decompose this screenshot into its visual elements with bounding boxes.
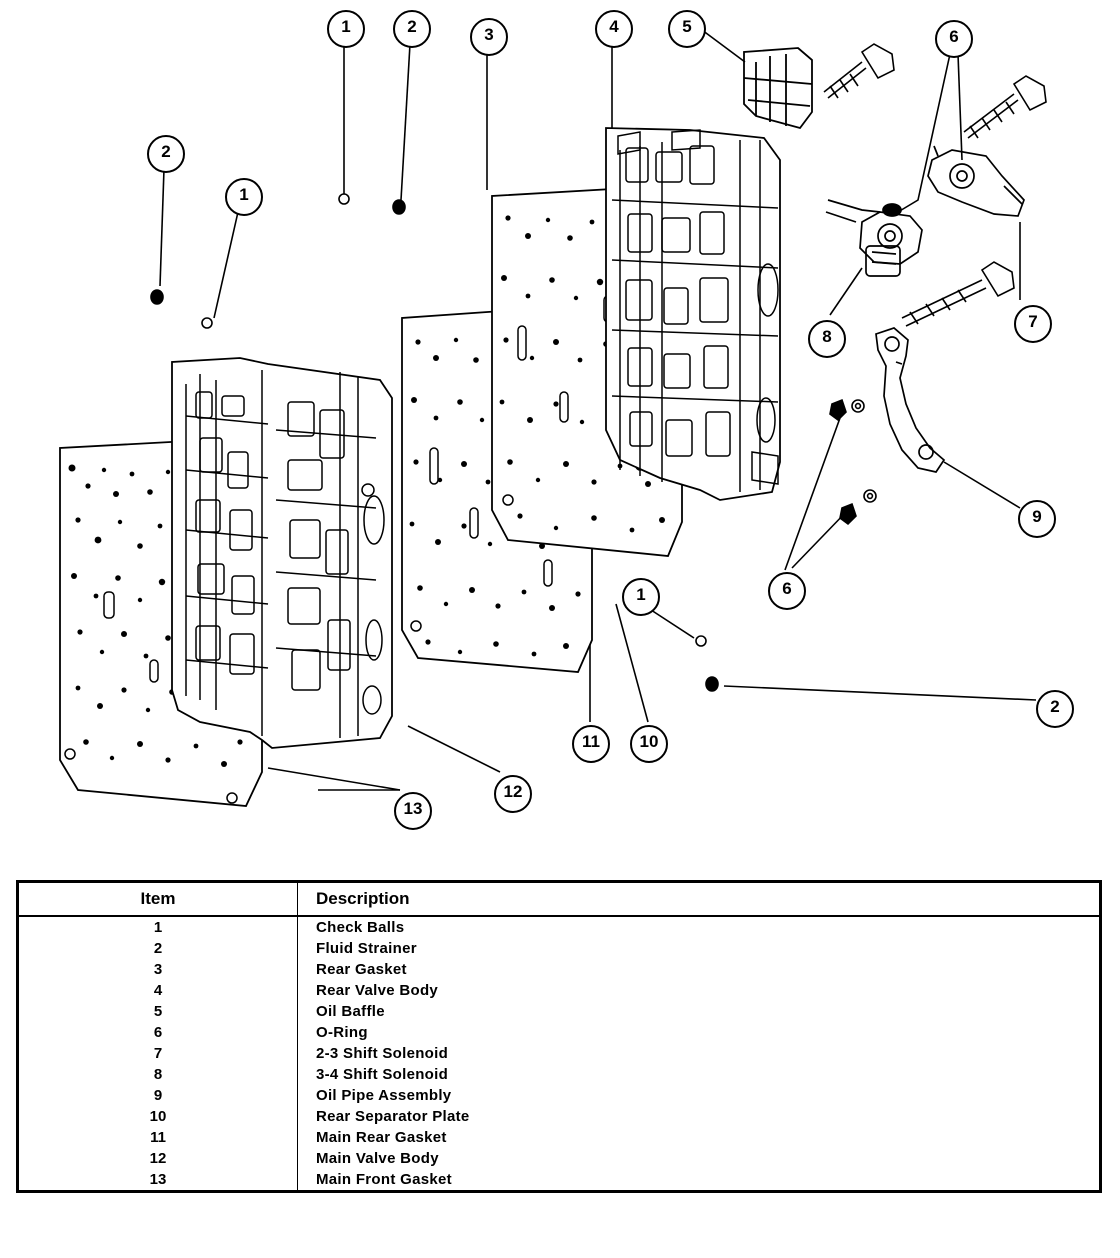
callout-13: 13 [394,792,432,830]
cell-item: 8 [18,1064,298,1085]
table-row [18,938,1101,959]
callout-2-lower: 2 [1036,690,1074,728]
table-row [18,959,1101,980]
parts-list-table [16,880,1102,1193]
table-row [18,1106,1101,1127]
callout-3: 3 [470,18,508,56]
table-row [18,1085,1101,1106]
cell-item: 9 [18,1085,298,1106]
callout-1-top: 1 [327,10,365,48]
callout-9: 9 [1018,500,1056,538]
table-row [18,1064,1101,1085]
cell-item: 6 [18,1022,298,1043]
callout-7: 7 [1014,305,1052,343]
table-row [18,1127,1101,1148]
callout-2-top: 2 [393,10,431,48]
cell-description: Rear Separator Plate [298,1106,1101,1127]
callout-10: 10 [630,725,668,763]
table-row [18,1043,1101,1064]
cell-description: Main Valve Body [298,1148,1101,1169]
cell-item: 3 [18,959,298,980]
header-description: Description [298,882,1101,917]
cell-description: Fluid Strainer [298,938,1101,959]
cell-item: 5 [18,1001,298,1022]
cell-description: Rear Valve Body [298,980,1101,1001]
cell-description: Main Rear Gasket [298,1127,1101,1148]
cell-description: Oil Pipe Assembly [298,1085,1101,1106]
cell-description: O-Ring [298,1022,1101,1043]
cell-item: 11 [18,1127,298,1148]
callout-4: 4 [595,10,633,48]
table-row [18,1148,1101,1169]
header-item: Item [18,882,298,917]
cell-item: 4 [18,980,298,1001]
cell-description: 3-4 Shift Solenoid [298,1064,1101,1085]
cell-item: 13 [18,1169,298,1192]
table-row [18,916,1101,938]
callout-6-lower: 6 [768,572,806,610]
callout-1-left: 1 [225,178,263,216]
cell-item: 1 [18,916,298,938]
cell-description: Check Balls [298,916,1101,938]
cell-item: 12 [18,1148,298,1169]
callout-6-top: 6 [935,20,973,58]
table-row [18,1022,1101,1043]
table-header-row [18,882,1101,917]
callout-2-left: 2 [147,135,185,173]
cell-description: Oil Baffle [298,1001,1101,1022]
callout-12: 12 [494,775,532,813]
cell-description: Rear Gasket [298,959,1101,980]
table-row [18,980,1101,1001]
cell-item: 7 [18,1043,298,1064]
cell-description: Main Front Gasket [298,1169,1101,1192]
table-row [18,1001,1101,1022]
callout-11: 11 [572,725,610,763]
callout-8: 8 [808,320,846,358]
table-row [18,1169,1101,1192]
cell-description: 2-3 Shift Solenoid [298,1043,1101,1064]
cell-item: 2 [18,938,298,959]
cell-item: 10 [18,1106,298,1127]
callout-5: 5 [668,10,706,48]
callout-1-lower: 1 [622,578,660,616]
